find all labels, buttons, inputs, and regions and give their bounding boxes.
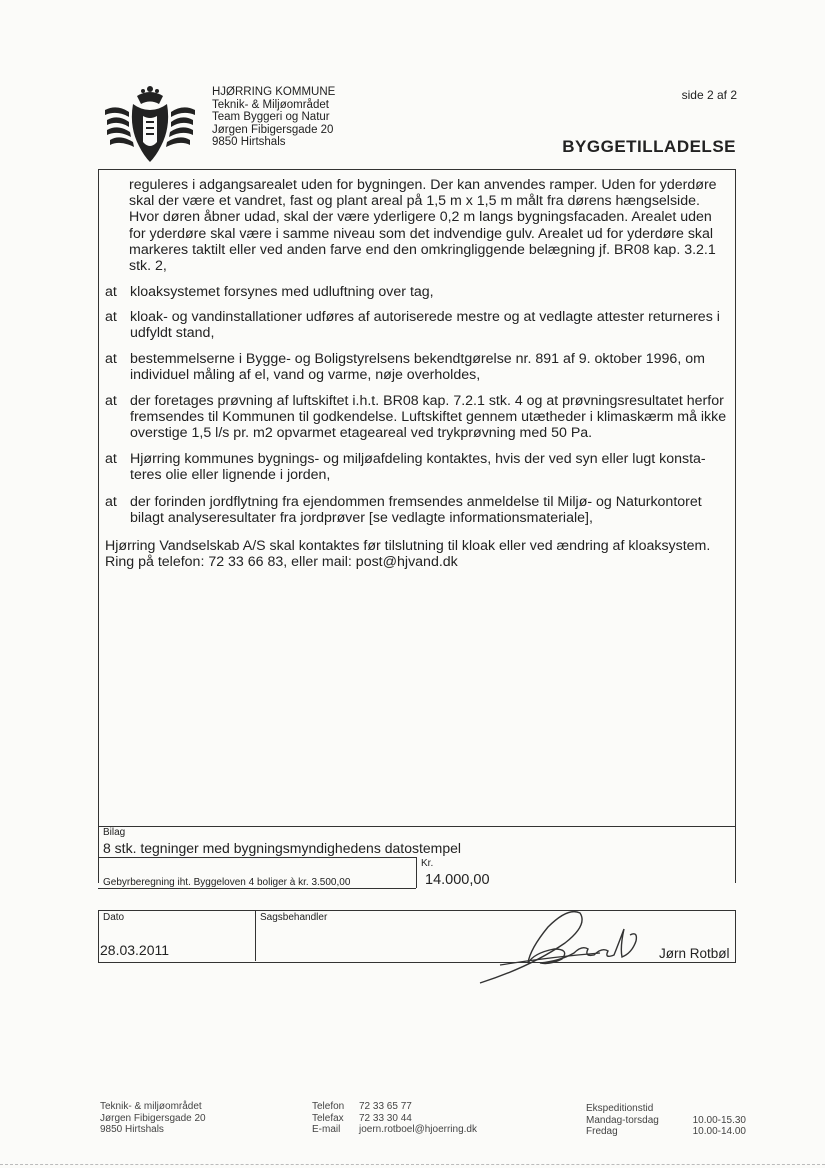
org-team: Team Byggeri og Natur <box>212 111 330 123</box>
condition-item: at der foretages prøvning af luftskiftet i.h.t. BR08 kap. 7.2.1 stk. 4 og at prøvningsresultatet herfor fremsendes til Kommunen til godkendelse. Luftskiftet gennem utætheder i klimaskærm må ikke overstige 1,5 l/s pr. m2 opvarmet etageareal ved trykprøvning med 50 Pa. <box>105 393 727 442</box>
at-label: at <box>105 284 117 300</box>
page-number: side 2 af 2 <box>681 88 737 102</box>
condition-item: at Hjørring kommunes bygnings- og miljøafdeling kontaktes, hvis der ved syn eller lugt konsta- teres olie eller lignende i jorden, <box>105 451 706 484</box>
date-value: 28.03.2011 <box>100 942 170 958</box>
date-label: Dato <box>103 912 125 923</box>
handler-name: Jørn Rotbøl <box>659 946 730 961</box>
kr-divider <box>416 857 417 888</box>
footer-fax: 72 33 30 44 <box>359 1112 412 1124</box>
bilag-bottom-line <box>98 888 416 889</box>
bilag-text-underline <box>98 857 416 858</box>
fee-amount: 14.000,00 <box>425 872 490 888</box>
condition-item: at kloak- og vandinstallationer udføres af autoriserede mestre og at vedlagte attester returneres i udfyldt stand, <box>105 309 720 342</box>
at-label: at <box>105 351 117 367</box>
handler-label: Sagsbehandler <box>260 912 328 923</box>
at-label: at <box>105 393 117 409</box>
fee-text: Gebyrberegning iht. Byggeloven 4 boliger à kr. 3.500,00 <box>103 877 351 888</box>
scan-edge-line <box>0 1164 825 1165</box>
kr-label: Kr. <box>421 858 434 869</box>
at-label: at <box>105 309 117 325</box>
footer-contact-labels: Telefon Telefax E-mail <box>312 1101 345 1135</box>
footer-contact-values <box>359 1101 477 1136</box>
at-label: at <box>105 494 117 510</box>
footer-hours: Ekspeditionstid Mandag-torsdag 10.00-15.30 Fredag 10.00-14.00 <box>586 1103 746 1137</box>
condition-item: at der forinden jordflytning fra ejendommen fremsendes anmeldelse til Miljø- og Naturkontoret bilagt analyseresultater fra jordprøver [se vedlagte informationsmateriale], <box>105 494 702 527</box>
org-street: Jørgen Fibigersgade 20 <box>212 123 334 136</box>
intro-paragraph: reguleres i adgangsarealet uden for bygningen. Der kan anvendes ramper. Uden for yderdøre skal der være et vandret, fast og plant areal på 1,5 m x 1,5 m målt fra dørens hængselside. Hvor døren åbner udad, skal der være yderligere 0,2 m langs bygningsfacaden. Arealet uden for yderdøre skal være i samme niveau som det indvendige gulv. Arealet ud for yderdøre skal markeres taktilt eller ved anden farve end den omkringliggende belægning jf. BR08 kap. 3.2.1 stk. 2, <box>129 177 717 275</box>
organisation-address <box>212 86 335 149</box>
footer-address: Teknik- & miljøområdet Jørgen Fibigersgade 20 9850 Hirtshals <box>100 1101 206 1135</box>
condition-item: at kloaksystemet forsynes med udluftning over tag, <box>105 284 434 300</box>
closing-paragraph: Hjørring Vandselskab A/S skal kontaktes før tilslutning til kloak eller ved ændring af kloaksystem. Ring på telefon: 72 33 66 83, eller mail: post@hjvand.dk <box>105 538 711 571</box>
municipality-logo <box>103 82 197 166</box>
bilag-text: 8 stk. tegninger med bygningsmyndighedens datostempel <box>103 840 461 856</box>
org-name: HJØRRING KOMMUNE <box>212 86 336 98</box>
org-department: Teknik- & Miljøområdet <box>212 98 329 111</box>
org-city: 9850 Hirtshals <box>212 136 286 148</box>
document-title: BYGGETILLADELSE <box>562 137 736 156</box>
condition-item: at bestemmelserne i Bygge- og Boligstyrelsens bekendtgørelse nr. 891 af 9. oktober 1996, om individuel måling af el, vand og varme, nøje overholdes, <box>105 351 705 384</box>
hours-title: Ekspeditionstid <box>586 1103 654 1114</box>
at-label: at <box>105 451 117 467</box>
bilag-label: Bilag <box>103 827 126 838</box>
bilag-divider <box>98 826 736 827</box>
footer-phone: 72 33 65 77 <box>359 1101 412 1112</box>
handwritten-signature <box>470 905 660 995</box>
footer-email-link[interactable]: joern.rotboel@hjoerring.dk <box>359 1124 477 1135</box>
signature-box-divider <box>255 910 256 961</box>
